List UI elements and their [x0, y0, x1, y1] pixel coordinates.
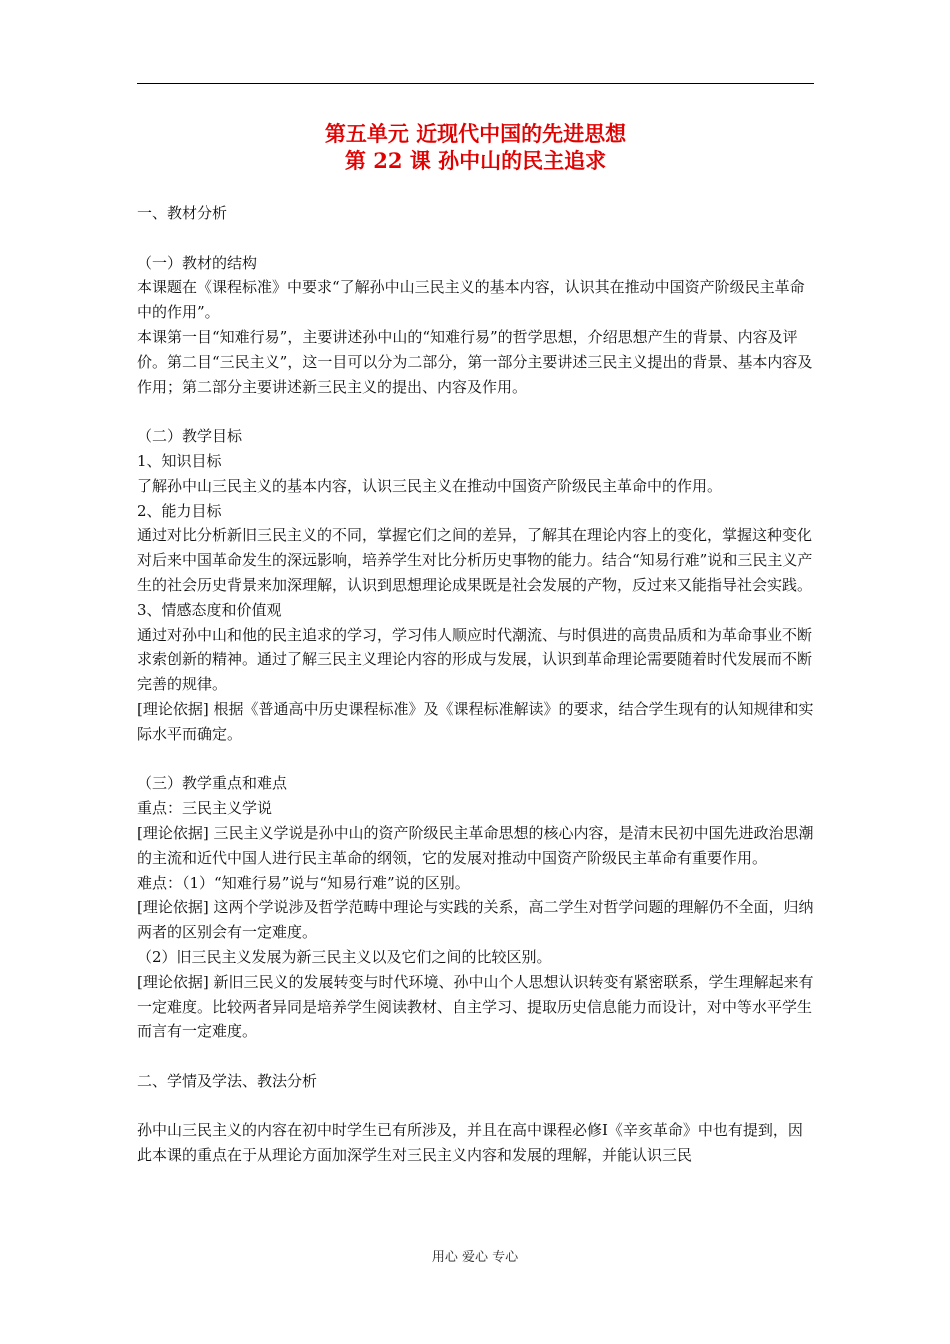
document-body: [137, 201, 817, 1168]
document-title: [137, 120, 814, 174]
subsection-heading-structure: （一）教材的结构: [137, 253, 258, 272]
difficulty-2-basis: [理论依据] 新旧三民义的发展转变与时代环境、孙中山个人思想认识转变有紧密联系，学生理解起来有一定难度。比较两者异同是培养学生阅读教材、自主学习、提取历史信息能力而设计，对中等水平学生而言有一定难度。: [137, 972, 814, 1041]
difficulty-1: 难点：（1）“知难行易”说与“知易行难”说的区别。: [137, 873, 470, 892]
title-unit: 第五单元 近现代中国的先进思想: [324, 121, 627, 146]
paragraph-curriculum-requirement: 本课题在《课程标准》中要求“了解孙中山三民主义的基本内容，认识其在推动中国资产阶级民主革命中的作用”。: [137, 278, 805, 322]
goal-theory-basis: [理论依据] 根据《普通高中历史课程标准》及《课程标准解读》的要求，结合学生现有的认知规律和实际水平而确定。: [137, 699, 814, 743]
difficulty-1-basis: [理论依据] 这两个学说涉及哲学范畴中理论与实践的关系，高二学生对哲学问题的理解仍不全面，归纳两者的区别会有一定难度。: [137, 898, 814, 942]
key-point: 重点：三民主义学说: [137, 799, 273, 818]
difficulty-2: （2）旧三民主义发展为新三民主义以及它们之间的比较区别。: [137, 947, 552, 966]
paragraph-student-background: 孙中山三民主义的内容在初中时学生已有所涉及，并且在高中课程必修Ⅰ《辛亥革命》中也有提到，因此本课的重点在于从理论方面加深学生对三民主义内容和发展的理解，并能认识三民: [137, 1121, 803, 1165]
page-footer: 用心 爱心 专心: [431, 1250, 519, 1265]
section-heading-learning-analysis: 二、学情及学法、教法分析: [137, 1071, 318, 1090]
key-point-basis: [理论依据] 三民主义学说是孙中山的资产阶级民主革命思想的核心内容，是清末民初中国先进政治思潮的主流和近代中国人进行民主革命的纲领，它的发展对推动中国资产阶级民主革命有重要作用。: [137, 823, 814, 867]
subsection-heading-key-points: （三）教学重点和难点: [137, 774, 288, 793]
section-heading-textbook-analysis: 一、教材分析: [137, 204, 228, 222]
paragraph-lesson-outline: 本课第一目“知难行易”，主要讲述孙中山的“知难行易”的哲学思想，介绍思想产生的背景、内容及评价。第二目“三民主义”，这一目可以分为二部分，第一部分主要讲述三民主义提出的背景、基本内容及作用；第二部分主要讲述新三民主义的提出、内容及作用。: [137, 327, 813, 396]
goal-text-ability: 通过对比分析新旧三民主义的不同，掌握它们之间的差异，了解其在理论内容上的变化，掌握这种变化对后来中国革命发生的深远影响，培养学生对比分析历史事物的能力。结合“知易行难”说和三民主义产生的社会历史背景来加深理解，认识到思想理论成果既是社会发展的产物，反过来又能指导社会实践。: [137, 526, 813, 594]
goal-heading-values: 3、情感态度和价值观: [137, 600, 282, 619]
header-rule: [137, 83, 814, 84]
goal-heading-ability: 2、能力目标: [137, 501, 222, 520]
title-lesson: 第 22 课 孙中山的民主追求: [344, 148, 607, 173]
goal-heading-knowledge: 1、知识目标: [137, 451, 222, 470]
goal-text-values: 通过对孙中山和他的民主追求的学习，学习伟人顺应时代潮流、与时俱进的高贵品质和为革命事业不断求索创新的精神。通过了解三民主义理论内容的形成与发展，认识到革命理论需要随着时代发展而不断完善的规律。: [137, 625, 813, 694]
subsection-heading-goals: （二）教学目标: [137, 427, 243, 446]
goal-text-knowledge: 了解孙中山三民主义的基本内容，认识三民主义在推动中国资产阶级民主革命中的作用。: [137, 476, 723, 495]
